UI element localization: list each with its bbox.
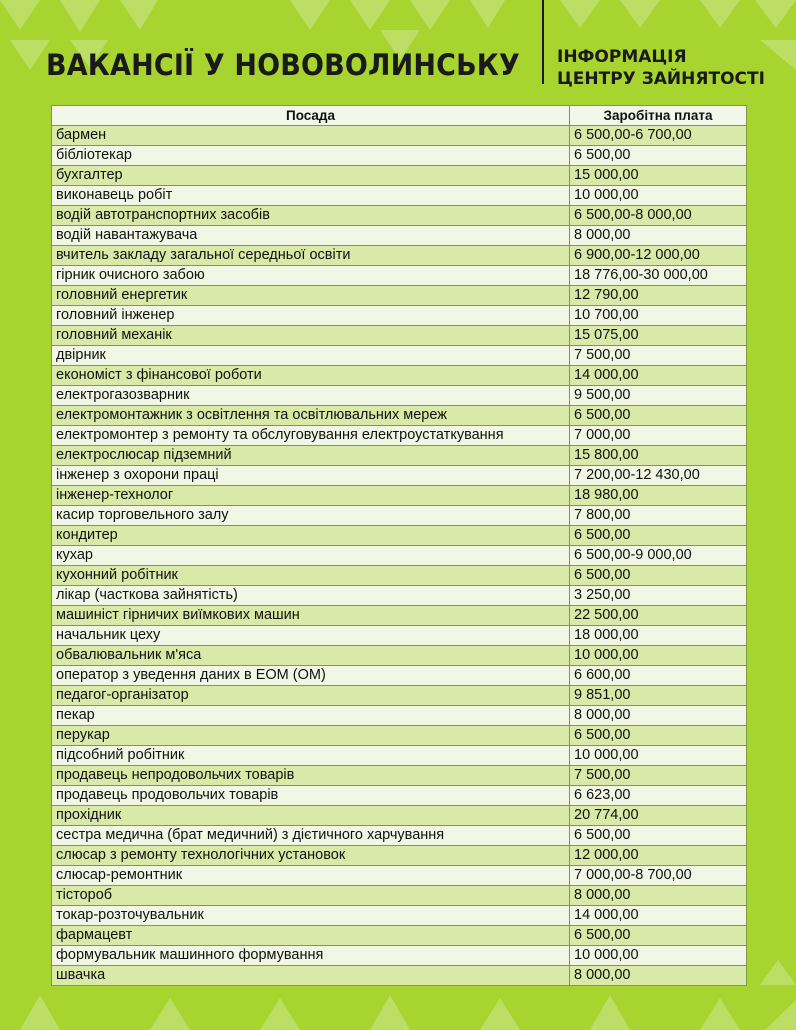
salary-cell: 6 500,00: [570, 526, 747, 546]
subtitle-line-1: ІНФОРМАЦІЯ: [557, 47, 687, 67]
table-row: [52, 646, 747, 666]
table-row: [52, 846, 747, 866]
position-cell: бібліотекар: [52, 146, 570, 166]
salary-cell: 12 790,00: [570, 286, 747, 306]
salary-cell: 8 000,00: [570, 886, 747, 906]
table-row: [52, 766, 747, 786]
salary-cell: 6 900,00-12 000,00: [570, 246, 747, 266]
position-cell: виконавець робіт: [52, 186, 570, 206]
table-row: [52, 746, 747, 766]
salary-cell: 8 000,00: [570, 966, 747, 986]
salary-cell: 15 075,00: [570, 326, 747, 346]
table-row: [52, 706, 747, 726]
position-cell: начальник цеху: [52, 626, 570, 646]
position-cell: гірник очисного забою: [52, 266, 570, 286]
salary-cell: 6 500,00-8 000,00: [570, 206, 747, 226]
vacancies-table: [51, 105, 747, 986]
position-cell: електромонтер з ремонту та обслуговування електроустаткування: [52, 426, 570, 446]
position-cell: кухонний робітник: [52, 566, 570, 586]
salary-cell: 10 000,00: [570, 646, 747, 666]
position-cell: слюсар-ремонтник: [52, 866, 570, 886]
salary-cell: 7 200,00-12 430,00: [570, 466, 747, 486]
position-cell: кухар: [52, 546, 570, 566]
salary-cell: 20 774,00: [570, 806, 747, 826]
position-cell: вчитель закладу загальної середньої освіти: [52, 246, 570, 266]
table-row: [52, 886, 747, 906]
position-cell: бармен: [52, 126, 570, 146]
salary-cell: 6 500,00-6 700,00: [570, 126, 747, 146]
salary-cell: 18 980,00: [570, 486, 747, 506]
salary-cell: 8 000,00: [570, 226, 747, 246]
table-row: [52, 226, 747, 246]
table-row: [52, 666, 747, 686]
position-cell: сестра медична (брат медичний) з дієтичного харчування: [52, 826, 570, 846]
salary-cell: 7 000,00: [570, 426, 747, 446]
table-row: [52, 446, 747, 466]
position-cell: водій навантажувача: [52, 226, 570, 246]
table-row: [52, 266, 747, 286]
position-cell: оператор з уведення даних в ЕОМ (ОМ): [52, 666, 570, 686]
table-row: [52, 166, 747, 186]
position-cell: продавець непродовольчих товарів: [52, 766, 570, 786]
position-cell: інженер-технолог: [52, 486, 570, 506]
page-title: ВАКАНСІЇ У НОВОВОЛИНСЬКУ: [46, 48, 521, 82]
table-row: [52, 466, 747, 486]
position-cell: економіст з фінансової роботи: [52, 366, 570, 386]
position-cell: тістороб: [52, 886, 570, 906]
table-row: [52, 546, 747, 566]
table-row: [52, 926, 747, 946]
position-cell: пекар: [52, 706, 570, 726]
salary-cell: 10 000,00: [570, 746, 747, 766]
salary-cell: 15 000,00: [570, 166, 747, 186]
table-row: [52, 246, 747, 266]
salary-cell: 10 000,00: [570, 186, 747, 206]
table-row: [52, 526, 747, 546]
salary-cell: 6 500,00: [570, 406, 747, 426]
salary-cell: 6 500,00-9 000,00: [570, 546, 747, 566]
salary-cell: 15 800,00: [570, 446, 747, 466]
table-row: [52, 726, 747, 746]
salary-cell: 18 776,00-30 000,00: [570, 266, 747, 286]
salary-cell: 18 000,00: [570, 626, 747, 646]
position-cell: головний інженер: [52, 306, 570, 326]
table-row: [52, 286, 747, 306]
position-cell: електромонтажник з освітлення та освітлювальних мереж: [52, 406, 570, 426]
salary-cell: 3 250,00: [570, 586, 747, 606]
salary-cell: 6 500,00: [570, 826, 747, 846]
salary-cell: 6 500,00: [570, 566, 747, 586]
position-cell: педагог-організатор: [52, 686, 570, 706]
position-cell: слюсар з ремонту технологічних установок: [52, 846, 570, 866]
table-row: [52, 126, 747, 146]
salary-cell: 6 623,00: [570, 786, 747, 806]
salary-cell: 6 500,00: [570, 146, 747, 166]
page-header: [0, 0, 796, 100]
position-cell: лікар (часткова зайнятість): [52, 586, 570, 606]
position-cell: перукар: [52, 726, 570, 746]
position-cell: головний енергетик: [52, 286, 570, 306]
salary-cell: 12 000,00: [570, 846, 747, 866]
page-subtitle: [557, 46, 765, 90]
table-row: [52, 806, 747, 826]
table-row: [52, 626, 747, 646]
table-row: [52, 826, 747, 846]
salary-cell: 14 000,00: [570, 906, 747, 926]
table-row: [52, 186, 747, 206]
table-row: [52, 366, 747, 386]
column-header-position: Посада: [52, 106, 570, 126]
salary-cell: 10 700,00: [570, 306, 747, 326]
table-row: [52, 946, 747, 966]
salary-cell: 9 500,00: [570, 386, 747, 406]
header-divider: [542, 0, 544, 84]
table-body: [52, 126, 747, 986]
position-cell: обвалювальник м'яса: [52, 646, 570, 666]
subtitle-line-2: ЦЕНТРУ ЗАЙНЯТОСТІ: [557, 69, 765, 89]
position-cell: касир торговельного залу: [52, 506, 570, 526]
position-cell: бухгалтер: [52, 166, 570, 186]
position-cell: кондитер: [52, 526, 570, 546]
salary-cell: 6 500,00: [570, 726, 747, 746]
position-cell: підсобний робітник: [52, 746, 570, 766]
salary-cell: 8 000,00: [570, 706, 747, 726]
position-cell: токар-розточувальник: [52, 906, 570, 926]
table-row: [52, 686, 747, 706]
position-cell: машиніст гірничих виїмкових машин: [52, 606, 570, 626]
table-row: [52, 146, 747, 166]
table-row: [52, 966, 747, 986]
position-cell: інженер з охорони праці: [52, 466, 570, 486]
salary-cell: 10 000,00: [570, 946, 747, 966]
table-row: [52, 486, 747, 506]
position-cell: фармацевт: [52, 926, 570, 946]
position-cell: двірник: [52, 346, 570, 366]
salary-cell: 7 800,00: [570, 506, 747, 526]
position-cell: формувальник машинного формування: [52, 946, 570, 966]
table-row: [52, 586, 747, 606]
table-row: [52, 866, 747, 886]
table-row: [52, 386, 747, 406]
table-row: [52, 606, 747, 626]
position-cell: головний механік: [52, 326, 570, 346]
table-row: [52, 406, 747, 426]
table-row: [52, 906, 747, 926]
table-row: [52, 506, 747, 526]
table-row: [52, 566, 747, 586]
position-cell: продавець продовольчих товарів: [52, 786, 570, 806]
salary-cell: 22 500,00: [570, 606, 747, 626]
table-row: [52, 306, 747, 326]
salary-cell: 7 500,00: [570, 346, 747, 366]
column-header-salary: Заробітна плата: [570, 106, 747, 126]
salary-cell: 7 000,00-8 700,00: [570, 866, 747, 886]
table-row: [52, 426, 747, 446]
table-row: [52, 786, 747, 806]
position-cell: швачка: [52, 966, 570, 986]
table-header-row: [52, 106, 747, 126]
salary-cell: 14 000,00: [570, 366, 747, 386]
salary-cell: 7 500,00: [570, 766, 747, 786]
position-cell: електрогазозварник: [52, 386, 570, 406]
position-cell: водій автотранспортних засобів: [52, 206, 570, 226]
table-row: [52, 346, 747, 366]
table-row: [52, 206, 747, 226]
position-cell: електрослюсар підземний: [52, 446, 570, 466]
salary-cell: 6 500,00: [570, 926, 747, 946]
salary-cell: 9 851,00: [570, 686, 747, 706]
position-cell: прохідник: [52, 806, 570, 826]
salary-cell: 6 600,00: [570, 666, 747, 686]
table-row: [52, 326, 747, 346]
